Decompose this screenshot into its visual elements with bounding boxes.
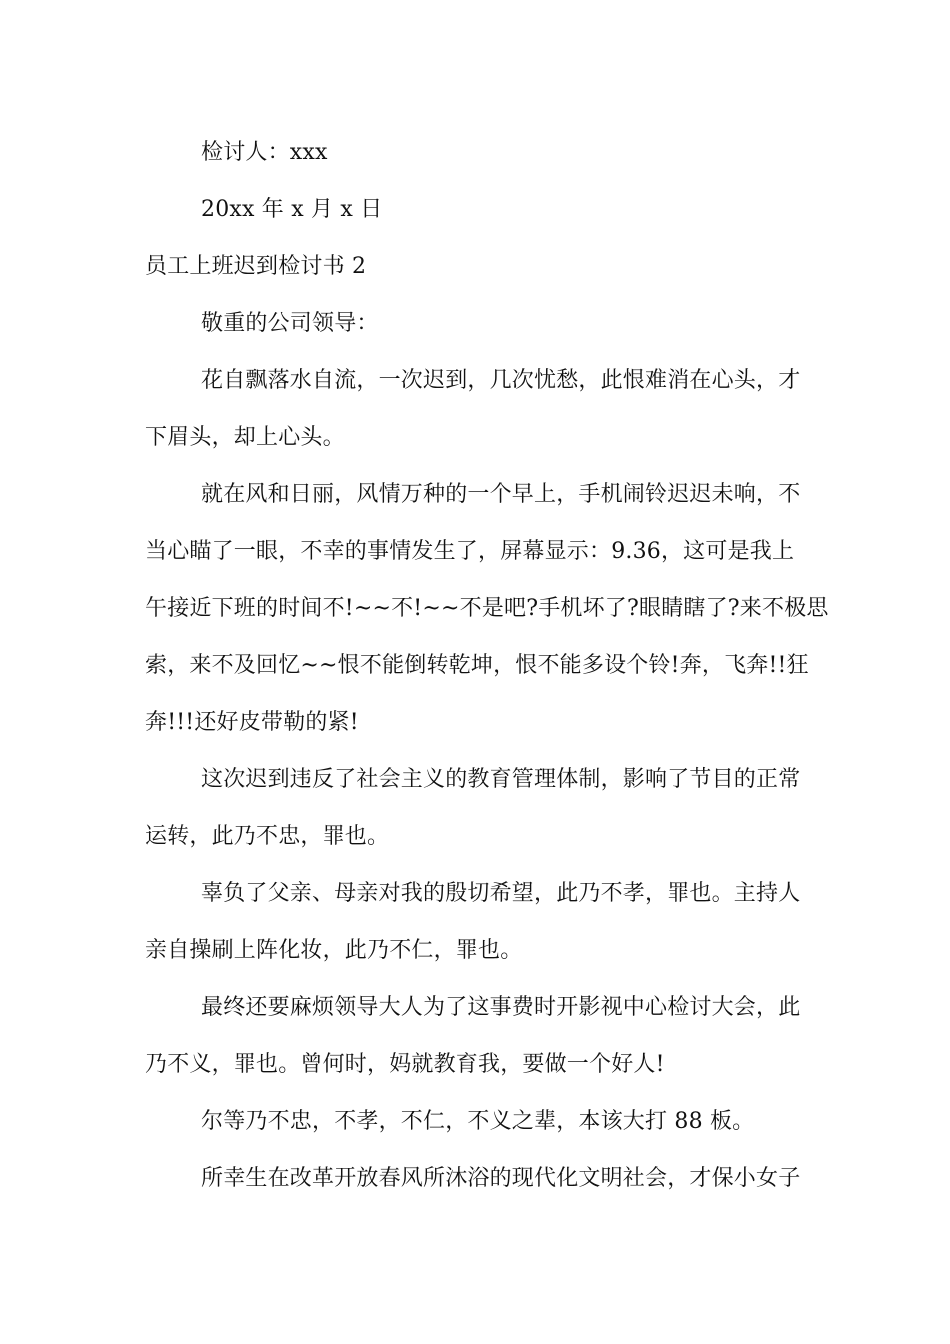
paragraph-line: 下眉头，却上心头。 [145, 425, 345, 450]
paragraph-line: 所幸生在改革开放春风所沐浴的现代化文明社会，才保小女子 [201, 1166, 801, 1191]
paragraph-line: 尔等乃不忠，不孝，不仁，不义之辈，本该大打 88 板。 [201, 1109, 755, 1134]
paragraph-line: 亲自操刷上阵化妆，此乃不仁，罪也。 [145, 938, 523, 963]
paragraph-line: 运转，此乃不忠，罪也。 [145, 824, 390, 849]
document-heading: 员工上班迟到检讨书 2 [145, 254, 367, 279]
paragraph-line: 乃不义，罪也。曾何时，妈就教育我，要做一个好人! [145, 1052, 665, 1077]
date-line: 20xx 年 x 月 x 日 [201, 197, 383, 222]
paragraph-line: 花自飘落水自流，一次迟到，几次忧愁，此恨难消在心头，才 [201, 368, 801, 393]
paragraph-line: 辜负了父亲、母亲对我的殷切希望，此乃不孝，罪也。主持人 [201, 881, 801, 906]
paragraph-line: 最终还要麻烦领导大人为了这事费时开影视中心检讨大会，此 [201, 995, 801, 1020]
paragraph-line: 就在风和日丽，风情万种的一个早上，手机闹铃迟迟未响，不 [201, 482, 801, 507]
signature-label: 检讨人：xxx [201, 140, 328, 165]
paragraph-line: 奔!!!还好皮带勒的紧! [145, 710, 359, 735]
salutation: 敬重的公司领导： [201, 311, 379, 336]
paragraph-line: 这次迟到违反了社会主义的教育管理体制，影响了节目的正常 [201, 767, 801, 792]
paragraph-line: 午接近下班的时间不!~~不!~~不是吧?手机坏了?眼睛瞎了?来不极思 [145, 596, 829, 621]
paragraph-line: 当心瞄了一眼，不幸的事情发生了，屏幕显示：9.36，这可是我上 [145, 539, 795, 564]
paragraph-line: 索，来不及回忆~~恨不能倒转乾坤，恨不能多设个铃!奔，飞奔!!狂 [145, 653, 809, 678]
